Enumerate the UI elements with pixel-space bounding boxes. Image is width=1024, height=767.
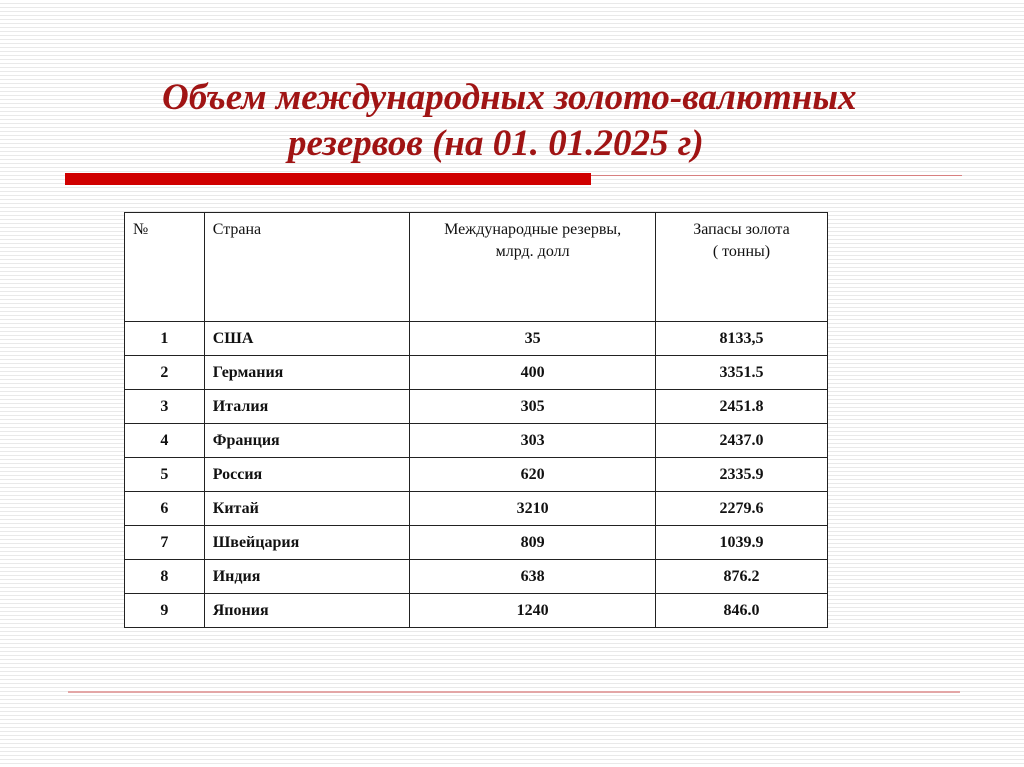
cell-number: 2 [125, 356, 205, 390]
cell-number: 3 [125, 390, 205, 424]
header-reserves-line-1: Международные резервы, [444, 221, 622, 238]
header-country: Страна [204, 213, 410, 322]
table-row [125, 560, 828, 594]
cell-country: Франция [204, 424, 410, 458]
slide-title-line-2: резервов (на 01. 01.2025 г) [288, 123, 704, 164]
cell-country: США [204, 322, 410, 356]
cell-reserves: 809 [410, 526, 656, 560]
table-row [125, 594, 828, 628]
cell-gold: 1039.9 [655, 526, 827, 560]
cell-gold: 876.2 [655, 560, 827, 594]
cell-country: Индия [204, 560, 410, 594]
cell-gold: 846.0 [655, 594, 827, 628]
cell-reserves: 35 [410, 322, 656, 356]
cell-number: 8 [125, 560, 205, 594]
table-row [125, 356, 828, 390]
reserves-table [124, 212, 828, 628]
cell-gold: 2451.8 [655, 390, 827, 424]
cell-country: Россия [204, 458, 410, 492]
cell-country: Италия [204, 390, 410, 424]
table-row [125, 492, 828, 526]
cell-gold: 8133,5 [655, 322, 827, 356]
cell-country: Китай [204, 492, 410, 526]
cell-number: 1 [125, 322, 205, 356]
cell-gold: 2335.9 [655, 458, 827, 492]
cell-number: 9 [125, 594, 205, 628]
cell-reserves: 620 [410, 458, 656, 492]
cell-gold: 2437.0 [655, 424, 827, 458]
cell-number: 6 [125, 492, 205, 526]
table-row [125, 390, 828, 424]
cell-gold: 2279.6 [655, 492, 827, 526]
header-gold-line-2: ( тонны) [712, 243, 771, 260]
cell-number: 4 [125, 424, 205, 458]
slide-title-line-1: Объем международных золото-валютных [162, 77, 857, 118]
cell-country: Германия [204, 356, 410, 390]
title-accent-bar [65, 173, 591, 185]
header-gold-line-1: Запасы золота [693, 221, 790, 238]
table-row [125, 424, 828, 458]
footer-divider-line [68, 691, 960, 693]
table-row [125, 458, 828, 492]
table-row [125, 322, 828, 356]
cell-reserves: 3210 [410, 492, 656, 526]
header-number: № [125, 213, 205, 322]
cell-country: Швейцария [204, 526, 410, 560]
cell-reserves: 638 [410, 560, 656, 594]
header-reserves-line-2: млрд. долл [495, 243, 570, 260]
cell-reserves: 1240 [410, 594, 656, 628]
cell-gold: 3351.5 [655, 356, 827, 390]
title-divider-line [591, 175, 962, 176]
cell-reserves: 305 [410, 390, 656, 424]
cell-number: 7 [125, 526, 205, 560]
cell-reserves: 400 [410, 356, 656, 390]
header-reserves [410, 213, 656, 322]
cell-number: 5 [125, 458, 205, 492]
cell-reserves: 303 [410, 424, 656, 458]
cell-country: Япония [204, 594, 410, 628]
table-row [125, 526, 828, 560]
header-gold [655, 213, 827, 322]
table-header-row [125, 213, 828, 322]
